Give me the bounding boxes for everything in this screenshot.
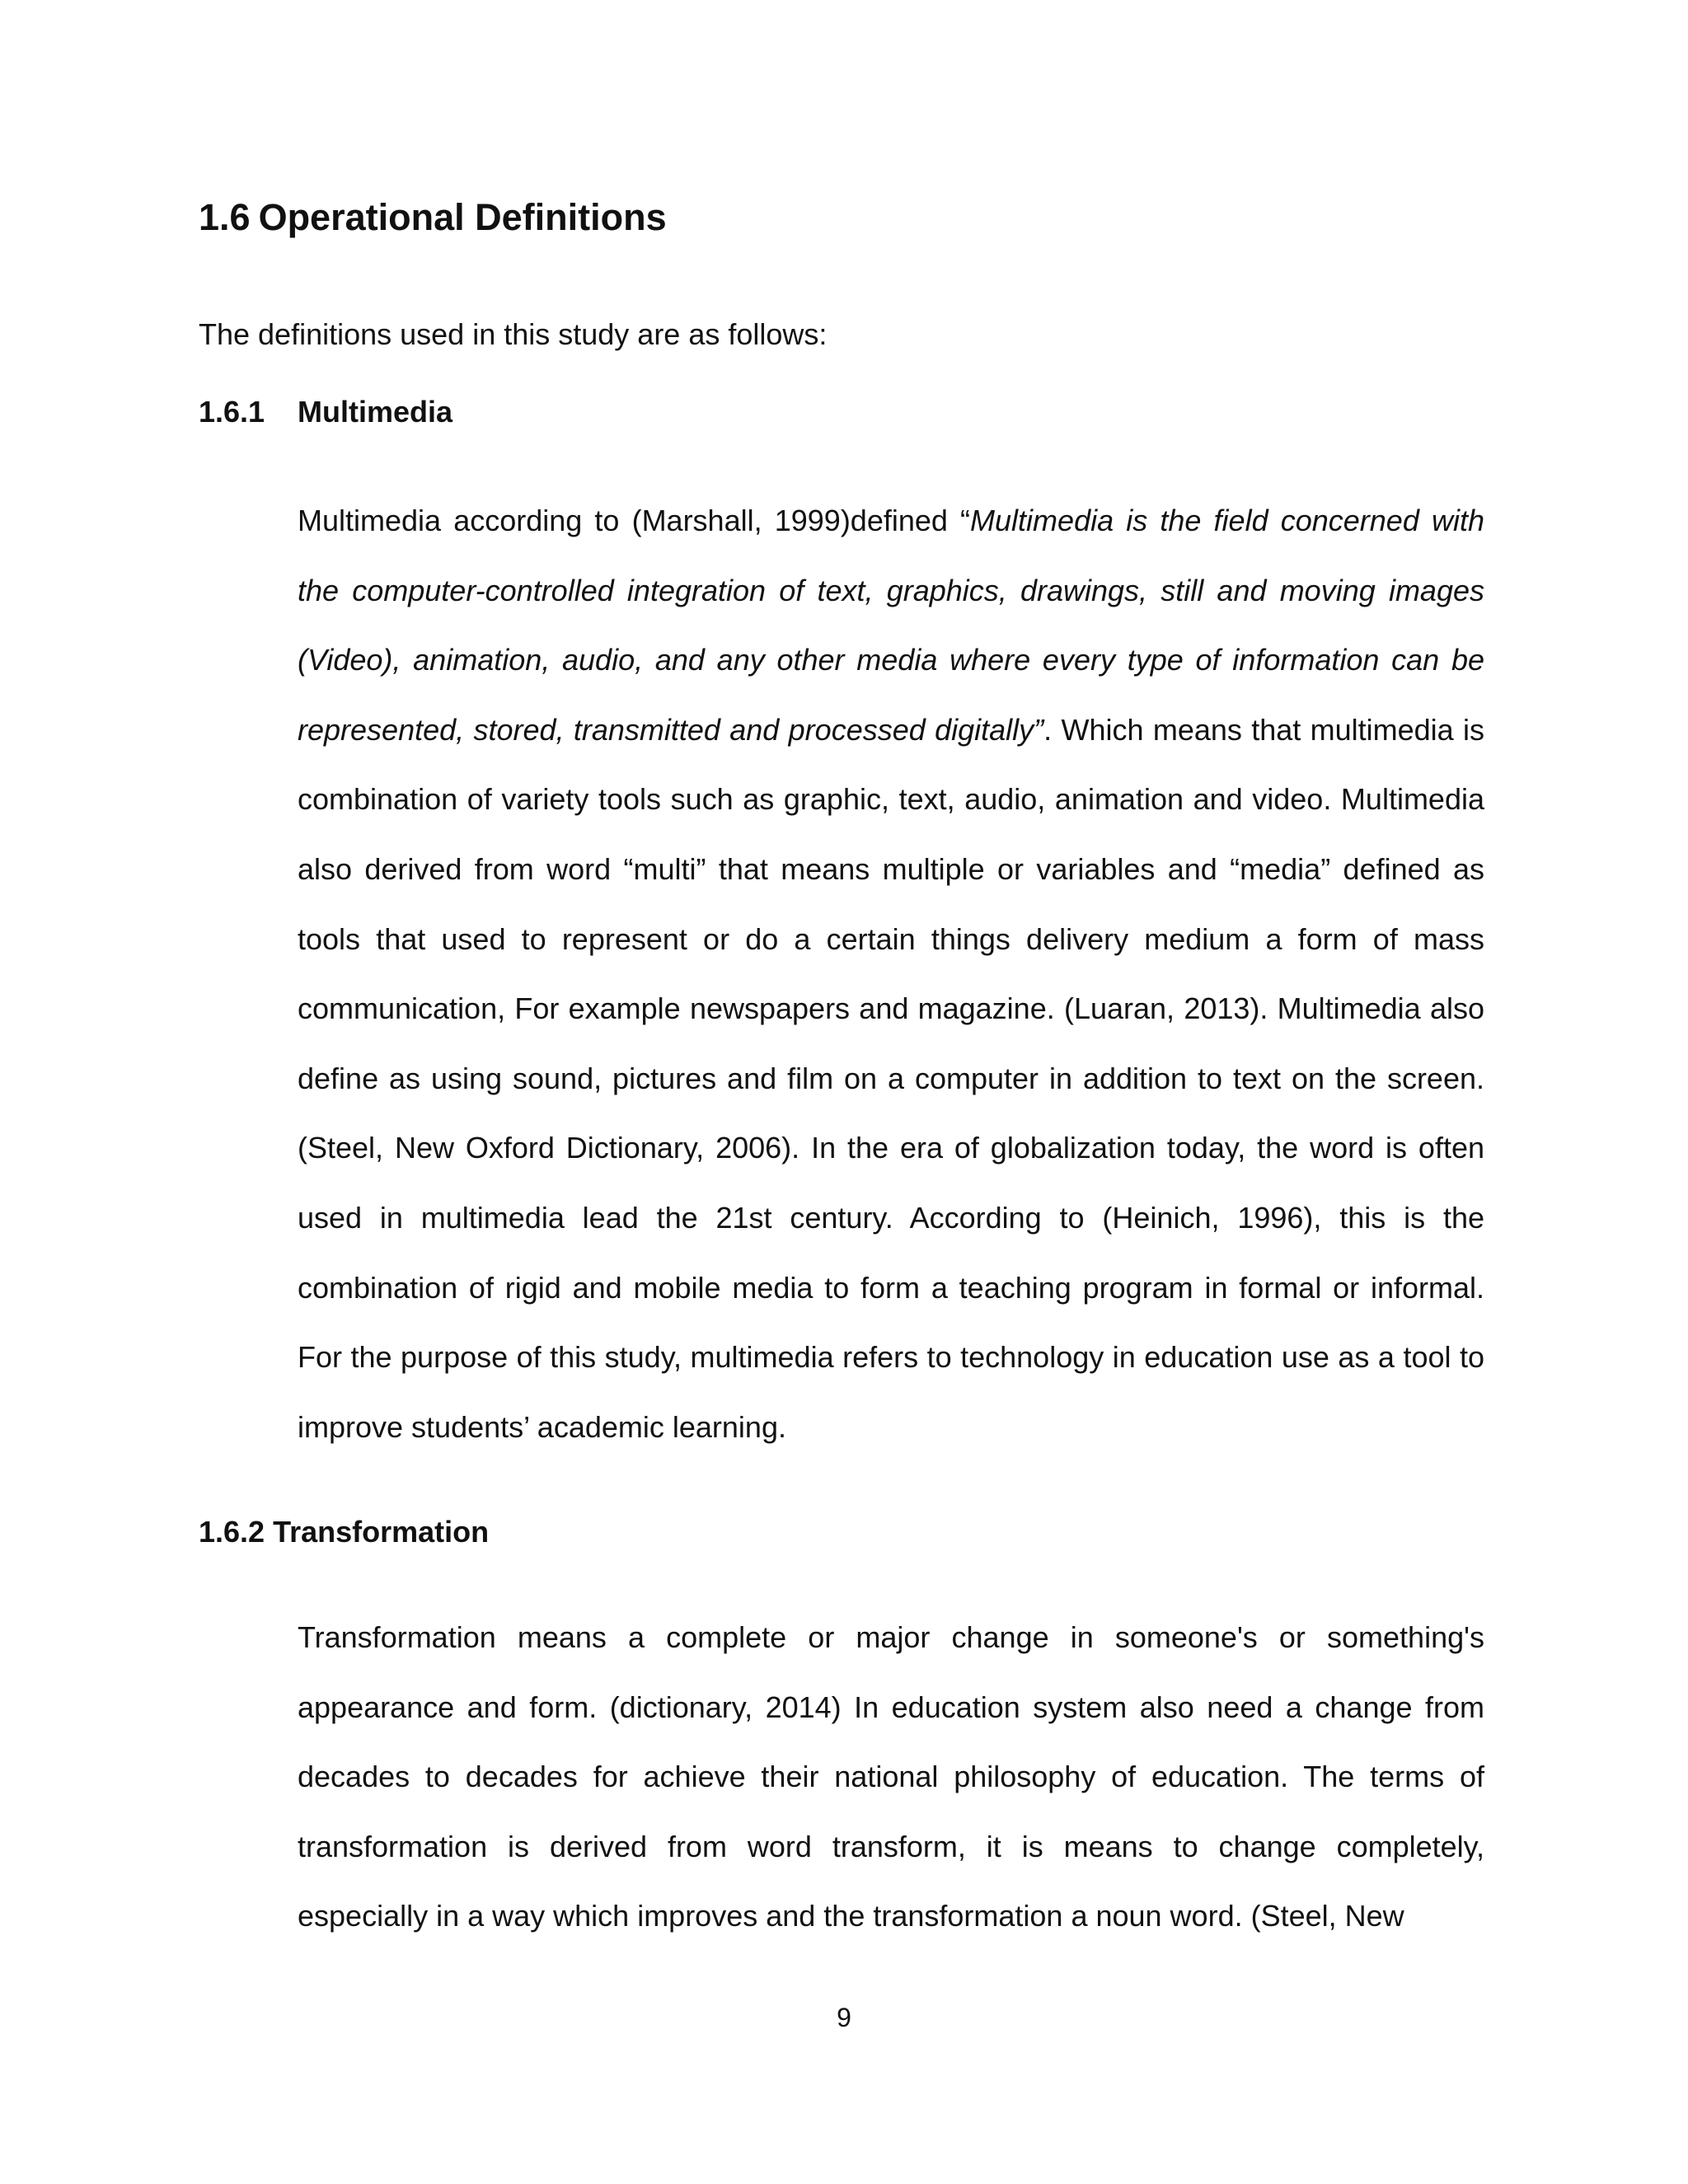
section-heading <box>199 196 667 239</box>
transformation-paragraph: Transformation means a complete or major change in someone's or something's appearance and form. (dictionary, 2014) In education system also need a change from decades to decades for achieve their national philosophy of education. The terms of transformation is derived from word transform, it is means to change completely, especially in a way which improves and the transformation a noun word. (Steel, New <box>298 1620 1484 1933</box>
section-number: 1.6 <box>199 196 251 238</box>
subsection-number: 1.6.2 <box>199 1515 265 1549</box>
paragraph-rest: . Which means that multimedia is combination of variety tools such as graphic, text, audio, animation and video. Multimedia also derived from word “multi” that means multiple or variables and “media” defined as tools that used to represent or do a certain things delivery medium a form of mass communication, For example newspapers and magazine. (Luaran, 2013). Multimedia also define as using sound, pictures and film on a computer in addition to text on the screen. (Steel, New Oxford Dictionary, 2006). In the era of globalization today, the word is often used in multimedia lead the 21st century. According to (Heinich, 1996), this is the combination of rigid and mobile media to form a teaching program in formal or informal. For the purpose of this study, multimedia refers to technology in education use as a tool to improve students’ academic learning. <box>298 712 1484 1444</box>
section-title: Operational Definitions <box>258 196 667 238</box>
paragraph-lead: Multimedia according to (Marshall, 1999)defined “ <box>298 504 971 537</box>
multimedia-paragraph <box>298 486 1484 1462</box>
intro-text: The definitions used in this study are as follows: <box>199 317 828 351</box>
subsection-heading-transformation <box>199 1515 489 1549</box>
subsection-number: 1.6.1 <box>199 395 265 429</box>
subsection-title: Transformation <box>273 1515 490 1549</box>
page-number: 9 <box>837 2003 851 2032</box>
marshall-quote: Multimedia is the field concerned with the computer-controlled integration of text, graphics, drawings, still and moving images (Video), animation, audio, and any other media where every type of information can be represented, stored, transmitted and processed digitally” <box>298 504 1484 747</box>
subsection-heading-multimedia <box>199 395 452 429</box>
subsection-title: Multimedia <box>298 395 453 429</box>
